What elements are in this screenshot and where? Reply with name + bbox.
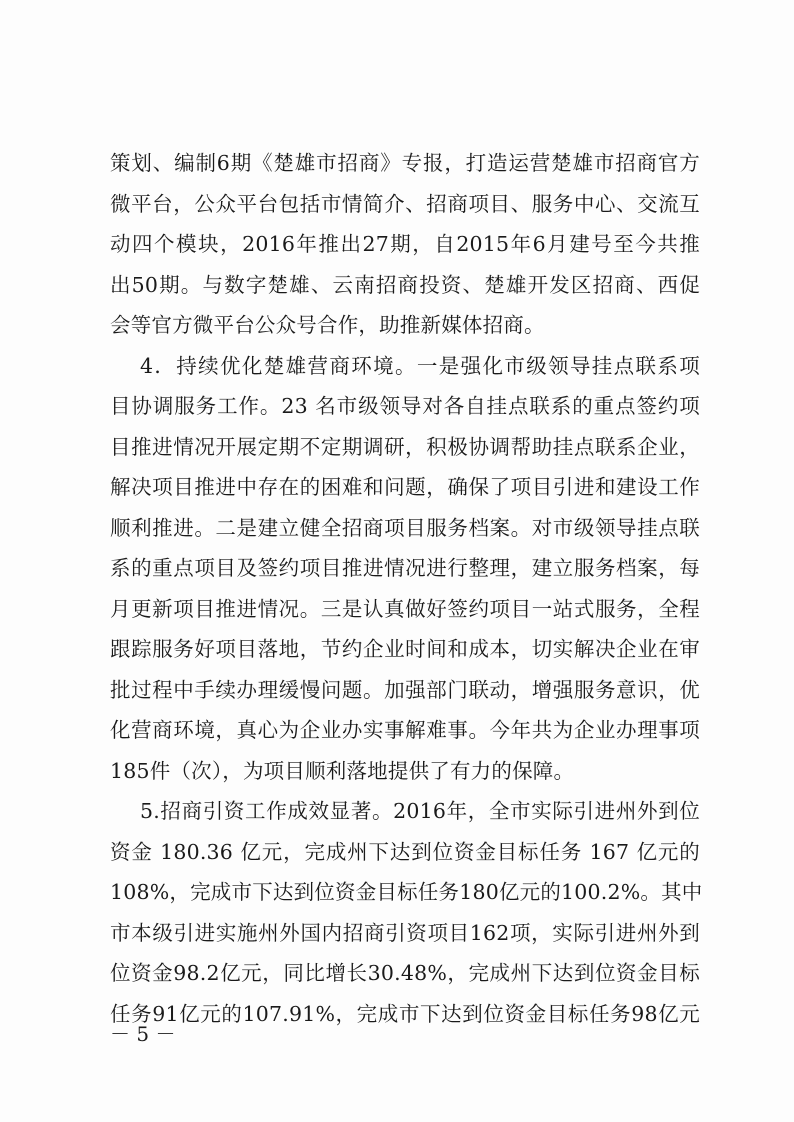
text-line: 108%，完成市下达到位资金目标任务180亿元的100.2%。其中 — [110, 880, 703, 904]
text-line: 位资金98.2亿元，同比增长30.48%，完成州下达到位资金目标 — [110, 961, 700, 985]
document-body — [110, 143, 703, 1034]
text-line: 化营商环境，真心为企业办实事解难事。今年共为企业办理事项 — [110, 718, 700, 742]
text-line: 185件（次），为项目顺利落地提供了有力的保障。 — [110, 758, 575, 783]
text-line: 会等官方微平台公众号合作，助推新媒体招商。 — [110, 313, 545, 337]
text-line: 跟踪服务好项目落地，节约企业时间和成本，切实解决企业在审 — [110, 637, 700, 661]
text-line: 动四个模块，2016年推出27期，自2015年6月建号至今共推 — [110, 232, 700, 256]
text-line: 任务91亿元的107.91%，完成市下达到位资金目标任务98亿元 — [110, 1001, 700, 1026]
text-line: 目推进情况开展定期不定期调研，积极协调帮助挂点联系企业， — [110, 434, 700, 459]
page-number: － 5 － — [110, 1022, 176, 1046]
text-line: 解决项目推进中存在的困难和问题，确保了项目引进和建设工作 — [110, 475, 700, 499]
text-line: 资金 180.36 亿元，完成州下达到位资金目标任务 167 亿元的 — [110, 839, 700, 864]
text-line: 微平台，公众平台包括市情简介、招商项目、服务中心、交流互 — [110, 191, 700, 216]
text-line: 顺利推进。二是建立健全招商项目服务档案。对市级领导挂点联 — [110, 515, 700, 540]
text-line: 市本级引进实施州外国内招商引资项目162项，实际引进州外到 — [110, 920, 700, 945]
paragraph-heading-line: 4．持续优化楚雄营商环境。一是强化市级领导挂点联系项 — [140, 353, 700, 378]
text-line: 策划、编制6期《楚雄市招商》专报，打造运营楚雄市招商官方 — [110, 151, 700, 175]
text-line: 系的重点项目及签约项目推进情况进行整理，建立服务档案，每 — [110, 556, 700, 580]
text-line: 批过程中手续办理缓慢问题。加强部门联动，增强服务意识，优 — [110, 677, 700, 702]
text-line: 出50期。与数字楚雄、云南招商投资、楚雄开发区招商、西促 — [110, 272, 700, 297]
text-line: 月更新项目推进情况。三是认真做好签约项目一站式服务，全程 — [110, 596, 700, 621]
paragraph-heading-line: 5.招商引资工作成效显著。2016年，全市实际引进州外到位 — [140, 799, 700, 823]
text-line: 目协调服务工作。23 名市级领导对各自挂点联系的重点签约项 — [110, 394, 700, 418]
